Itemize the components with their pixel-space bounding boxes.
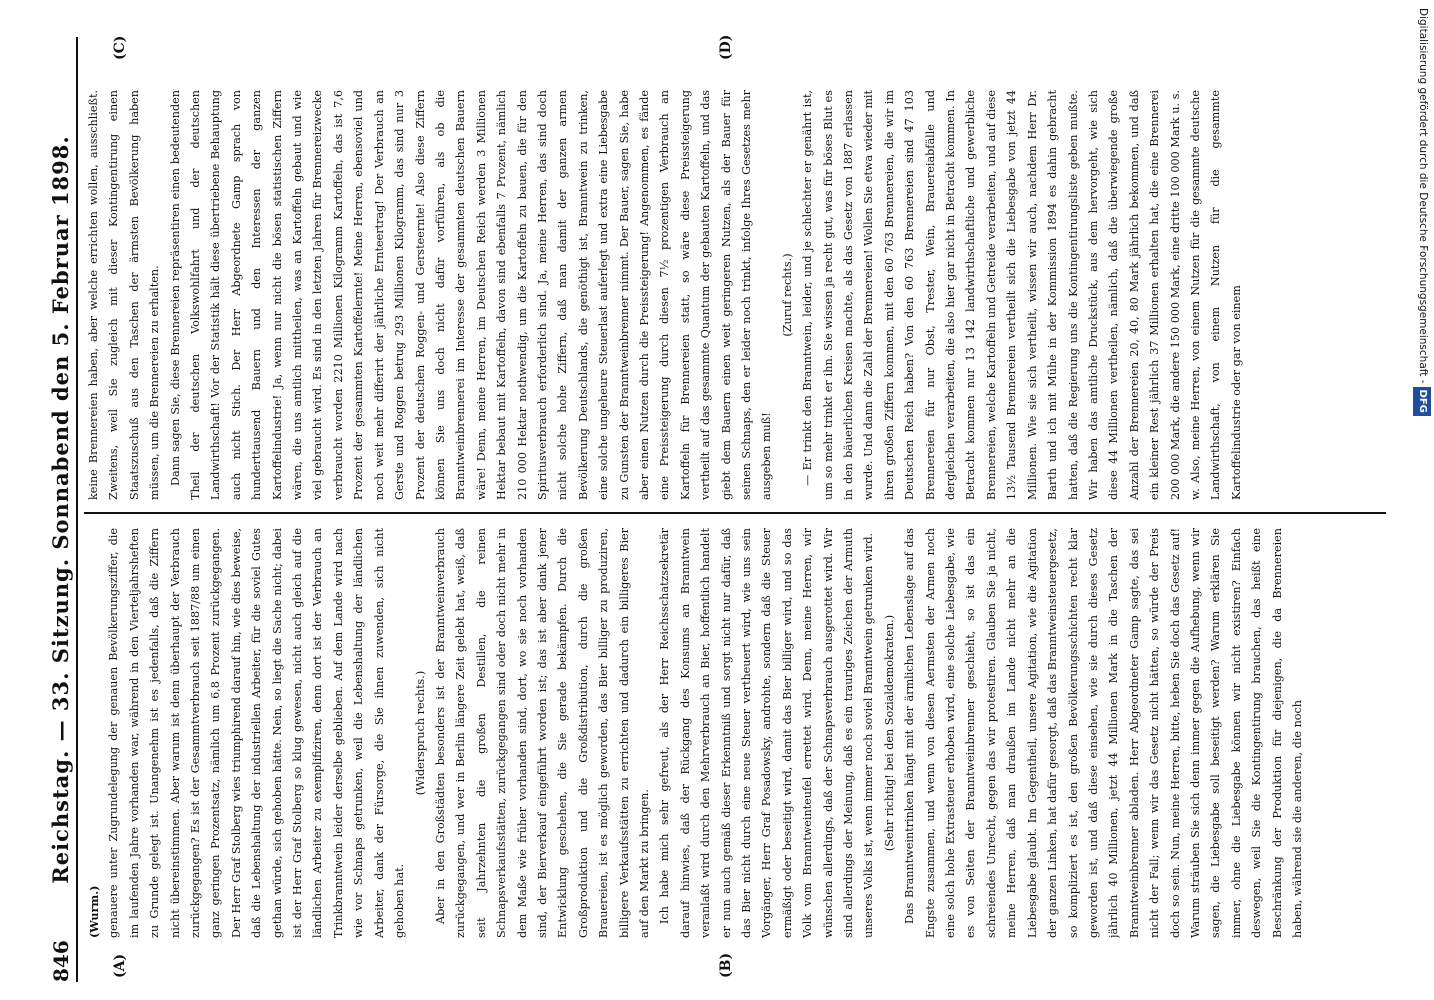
margin-letter-a: (A) — [112, 953, 128, 978]
paragraph: genauere unter Zugrundelegung der genauen Bevölkerungsziffer, die im laufenden Jahre vorhanden war, während in den Vierteljahrsheften zu Grunde gelegt ist. Unangenehm ist es jedenfalls, daß die Ziffern nicht übereinstimmen. Aber warum ist denn überhaupt der Verbrauch zurückgegangen? Es ist der Gesammtverbrauch seit 1887/88 um einen ganz geringen Prozentsatz, nämlich um 6,8 Prozent zurückgegangen. Der Herr Graf Stolberg wies triumphirend darauf hin, wie dies beweise, daß die Lebenshaltung der industriellen Arbeiter, für die soviel Gutes gethan würde, sich gehoben hätte. Nein, so liegt die Sache nicht; dabei ist der Herr Graf Stolberg so klug gewesen, nicht auch gleich auf die ländlichen Arbeiter zu exemplifiziren, denn dort ist der Verbrauch an Trinkbranntwein leider derselbe geblieben. Auf dem Lande wird nach wie vor Schnaps getrunken, weil die Lebenshaltung der ländlichen Arbeiter, dank der Fürsorge, die Sie ihnen zuwenden, sich nicht gehoben hat. — [107, 528, 407, 938]
interjection: (Widerspruch rechts.) — [413, 670, 427, 796]
column-divider — [84, 512, 1386, 514]
digitization-credit — [1414, 8, 1432, 988]
page-header — [42, 37, 78, 982]
margin-letter-c: (C) — [112, 35, 128, 60]
margin-letter-d: (D) — [718, 34, 734, 60]
margin-letter-b: (B) — [718, 952, 734, 978]
text-column-right — [84, 90, 1386, 500]
paragraph: Dann sagen Sie, diese Brennereien repräsentiren einen bedeutenden Theil der deutschen Volkswohlfahrt und der deutschen Landwirthschaft! Vor der Statistik hält diese übertriebene Behauptung auch nicht Stich. Der Herr Abgeordnete Gamp sprach von hunderttausend Bauern und den Interessen der ganzen Kartoffelindustrie! Ja, wenn nur nicht die bösen statistischen Ziffern wären, die uns amtlich mittheilen, was an Kartoffeln gebaut und wie viel gebraucht wird. Es sind in den letzten Jahren für Brennereizwecke verbraucht worden 2210 Millionen Kilogramm Kartoffeln, das ist 7,6 Prozent der gesammten Kartoffelernte! Meine Herren, ebensoviel und noch weit mehr differirt der jährliche Ernteertrag! Der Verbrauch an Gerste und Roggen betrug 293 Millionen Kilogramm, das sind nur 3 Prozent der deutschen Roggen- und Gersteernte! Also diese Ziffern können Sie uns doch nicht dafür vorführen, als ob die Branntweinbrennerei im Interesse der gesammten deutschen Bauern wäre! Denn, meine Herren, im Deutschen Reich werden 3 Millionen Hektar bebaut mit Kartoffeln, davon sind ebenfalls 7 Prozent, nämlich 210 000 Hektar nothwendig, um die Kartoffeln zu bauen, die für den Spiritusverbrauch erforderlich sind. Ja, meine Herren, das sind doch nicht solche hohe Ziffern, daß man damit der ganzen armen Bevölkerung Deutschlands, die genöthigt ist, Branntwein zu trinken, eine solche ungeheure Steuerlast auferlegt und extra eine Liebesgabe zu Gunsten der Branntweinbrenner nimmt. Der Bauer, sagen Sie, habe aber einen Nutzen durch die Preissteigerung! Angenommen, es fände eine Preissteigerung durch diesen 7½ prozentigen Verbrauch an Kartoffeln für Brennereien statt, so wäre diese Preissteigerung vertheilt auf das gesammte Quantum der gebauten Kartoffeln, und das giebt dem Bauern einen weit geringeren Nutzen, als der Bauer für seinen Schnaps, den er leider noch trinkt, infolge Ihres Gesetzes mehr ausgeben muß! — [168, 90, 774, 500]
dfg-logo: DFG — [1413, 387, 1431, 416]
credit-text: Digitalisierung gefördert durch die Deutsche Forschungsgemeinschaft - — [1417, 8, 1429, 384]
paragraph: Das Branntweintrinken hängt mit der ärmlichen Lebenslage auf das Engste zusammen, und wenn von diesen Aermsten der Armen noch eine solch hohe Extrasteuer erhoben wird, eine solche Liebesgabe, wie es von Seiten der Branntweinbrenner geschieht, so ist das ein schreiendes Unrecht, gegen das wir protestiren. Glauben Sie ja nicht, meine Herren, daß man draußen im Lande nicht mehr an die Liebesgabe glaubt. Im Gegentheil, unsere Agitation, wie die Agitation der ganzen Linken, hat dafür gesorgt, daß das Branntweinsteuergesetz, so kompliziert es ist, den großen Bevölkerungsschichten recht klar geworden ist, und daß diese einsehen, wie sie durch dieses Gesetz jährlich 40 Millionen, jetzt 44 Millionen Mark in die Taschen der Branntweinbrenner abladen. Herr Abgeordneter Gamp sagte, das sei nicht der Fall; wenn wir das Gesetz nicht hätten, so würde der Preis doch so sein. Nun, meine Herren, bitte, heben Sie doch das Gesetz auf! Warum sträuben Sie sich denn immer gegen die Aufhebung, wenn wir sagen, die Liebesgabe soll beseitigt werden? Warum erklären Sie immer, ohne die Liebesgabe können wir nicht existiren? Einfach deswegen, weil Sie die Kontingentirung brauchen, das heißt eine Beschränkung der Produktion für diejenigen, die da Brennereien haben, während sie die anderen, die noch — [903, 528, 1304, 938]
page-number: 846 — [49, 940, 73, 982]
paragraph: keine Brennereien haben, aber welche errichten wollen, ausschließt. Zweitens, weil Sie zugleich mit dieser Kontingentirung einen Staatszuschuß aus den Taschen der ärmsten Bevölkerung haben müssen, um die Brennereien zu erhalten. — [87, 90, 162, 500]
paragraph: Aber in den Großstädten besonders ist der Branntweinverbrauch zurückgegangen, und wer in Berlin längere Zeit gelebt hat, weiß, daß seit Jahrzehnten die großen Destillen, die reinen Schnapsverkaufsstätten, zurückgegangen sind oder doch nicht mehr in dem Maße wie früher vorhanden sind, dort, wo sie noch vorhanden sind, der Bierverkauf eingeführt worden ist; das ist aber dank jener Entwicklung geschehen, die Sie gerade bekämpfen. Durch die Großproduktion und die Großdistribution, durch die großen Brauereien, ist es möglich geworden, das Bier billiger zu produziren, billigere Verkaufsstätten zu errichten und dadurch ein billigeres Bier auf den Markt zu bringen. — [433, 528, 651, 938]
paragraph: Ich habe mich sehr gefreut, als der Herr Reichsschatzsekretär darauf hinwies, daß der Rückgang des Konsums an Branntwein veranlaßt wird durch den Mehrverbrauch an Bier, hoffentlich handelt er nun auch gemäß dieser Erkenntniß und sorgt nicht nur dafür, daß das Bier nicht durch eine neue Steuer vertheuert wird, wie uns sein Vorgänger, Herr Graf Posadowsky, androhte, sondern daß die Steuer ermäßigt oder beseitigt wird, damit das Bier billiger wird, und so das Volk vom Branntweinteufel errettet wird. Denn, meine Herren, wir wünschen allerdings, daß der Schnapsverbrauch ausgerottet wird. Wir sind allerdings der Meinung, daß es ein trauriges Zeichen der Armuth unseres Volks ist, wenn immer noch soviel Branntwein getrunken wird. — [658, 528, 876, 938]
text-column-left — [84, 528, 1386, 938]
interjection: (Sehr richtig! bei den Sozialdemokraten.) — [882, 614, 896, 852]
speaker-label: (Wurm.) — [87, 885, 101, 938]
paragraph: — Er trinkt den Branntwein, leider, und je schlechter er genährt ist, um so mehr trinkt er ihn. Sie wissen ja recht gut, was für böses Blut es in den bäuerlichen Kreisen machte, als das Gesetz von 1887 erlassen wurde. Und dann die Zahl der Brennereien! Wollen Sie etwa wieder mit ihren großen Ziffern kommen, mit den 60 763 Brennereien, die wir im Deutschen Reich haben? Von den 60 763 Brennereien sind 47 103 Brennereien für nur Obst, Trester, Wein, Brauereiabfälle und dergleichen verarbeiten, die also hier gar nicht in Betracht kommen. In Betracht kommen nur 13 142 landwirthschaftliche und gewerbliche Brennereien, welche Kartoffeln und Getreide verarbeiten, und auf diese 13½ Tausend Brennereien vertheilt sich die Liebesgabe von jetzt 44 Millionen. Wie sie sich vertheilt, wissen wir auch, nachdem Herr Dr. Barth und ich mit Mühe in der Kommission 1894 es dahin gebracht hatten, daß die Regierung uns die Kontingentirungsliste geben mußte. Wir haben das amtliche Druckstück, aus dem hervorgeht, wie sich diese 44 Millionen vertheilen, nämlich, daß die überwiegende große Anzahl der Brennereien 20, 40, 80 Mark jährlich bekommen, und daß ein kleiner Rest jährlich 37 Millionen erhalten hat, die eine Brennerei 200 000 Mark, die andere 150 000 Mark, eine dritte 100 000 Mark u. s. w. Also, meine Herren, von einem Nutzen für die gesammte deutsche Landwirthschaft, von einem Nutzen für die gesammte Kartoffelindustrie oder gar von einem — [801, 90, 1243, 500]
interjection: (Zuruf rechts.) — [780, 253, 794, 337]
running-title: Reichstag. — 33. Sitzung. Sonnabend den 5. Februar 1898. — [48, 135, 73, 884]
